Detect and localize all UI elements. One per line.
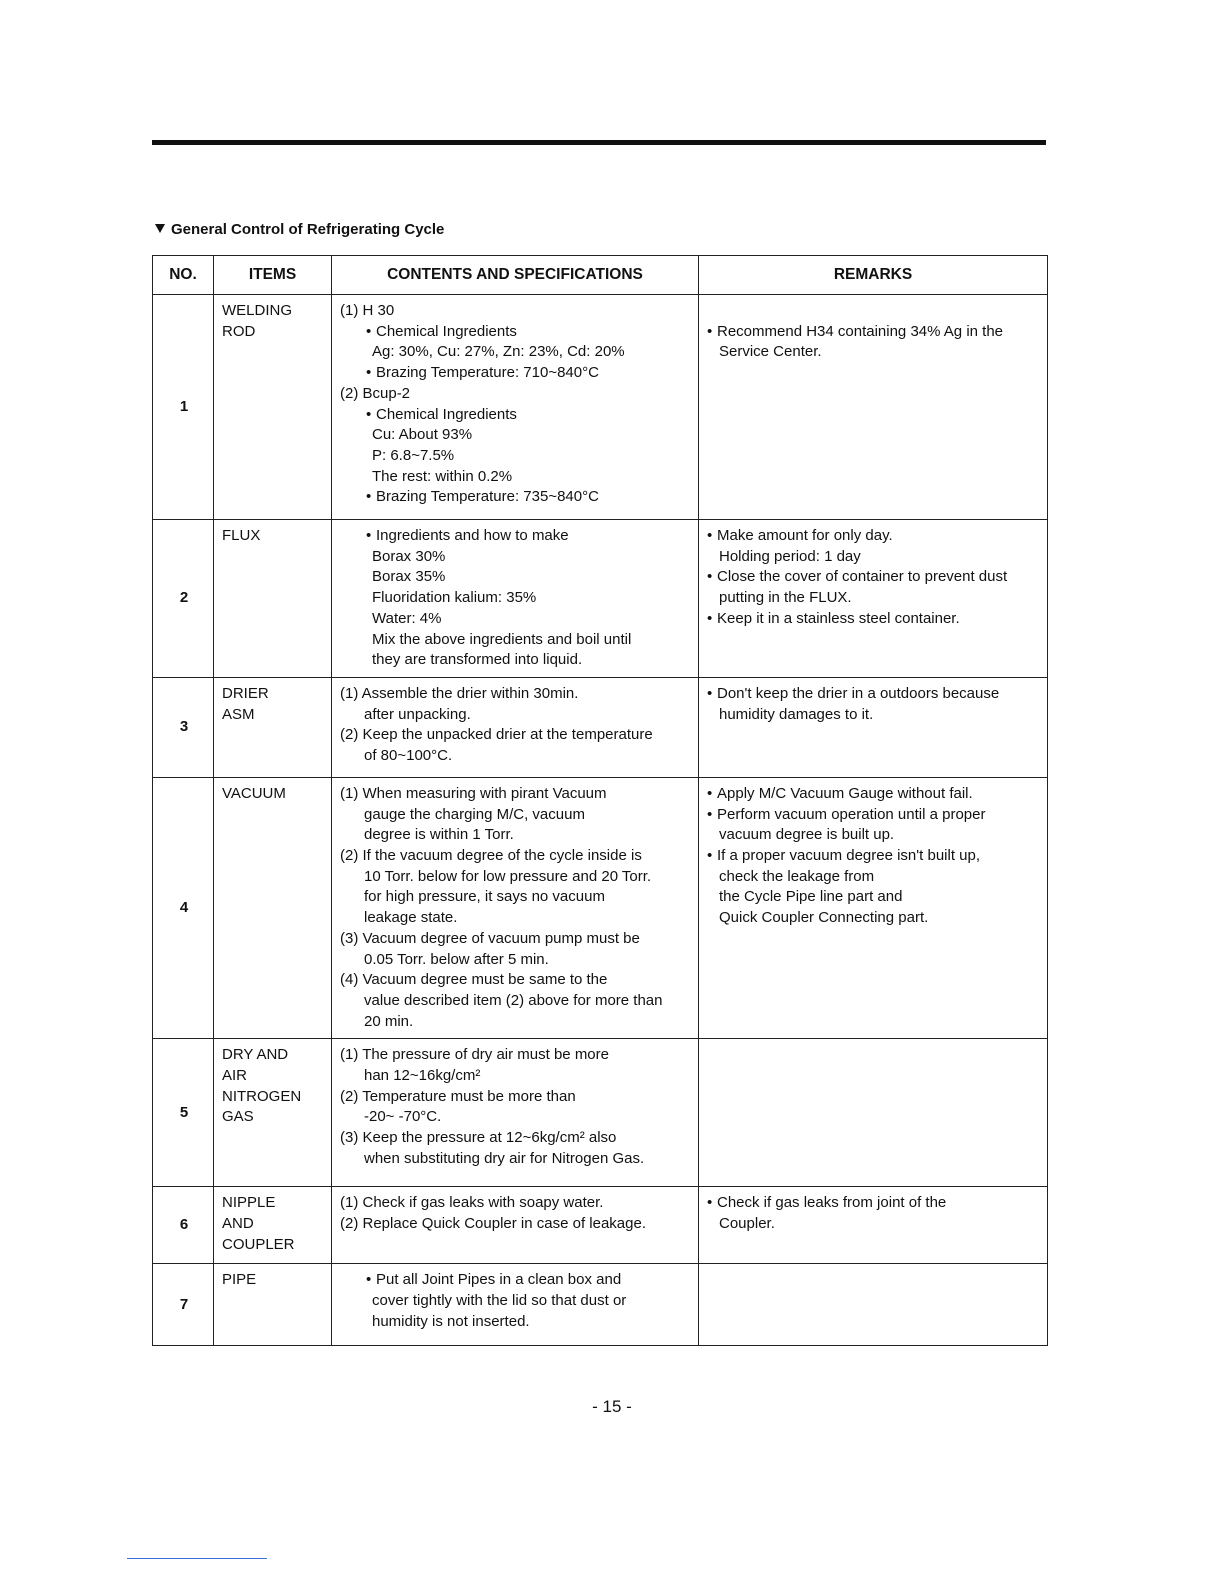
row-number: 6 (153, 1187, 214, 1264)
contents-line-text: degree is within 1 Torr. (364, 826, 514, 844)
item-line (222, 1193, 325, 1214)
contents-line (340, 887, 692, 908)
item-line-text: PIPE (222, 1271, 257, 1289)
contents-line (340, 487, 692, 508)
item-line-text: COUPLER (222, 1235, 295, 1253)
remarks-line (707, 1193, 1041, 1214)
contents-line (340, 1128, 692, 1149)
item-line-text: FLUX (222, 527, 261, 544)
remarks-line (707, 322, 1041, 343)
remarks-line (707, 526, 1041, 547)
contents-line-text: gauge the charging M/C, vacuum (364, 805, 585, 823)
row-number: 2 (153, 520, 214, 678)
contents-line-text: Chemical Ingredients (376, 405, 517, 423)
header-items: ITEMS (214, 256, 332, 295)
item-line (222, 1066, 325, 1087)
page-number: - 15 - (592, 1397, 632, 1416)
bullet-icon: • (707, 1194, 713, 1212)
contents-line (340, 1291, 692, 1312)
remarks-line (707, 846, 1041, 867)
remarks-line-text: Perform vacuum operation until a proper (717, 805, 986, 823)
table-row (153, 1264, 1048, 1346)
item-line (222, 705, 325, 726)
bullet-icon: • (366, 1271, 372, 1289)
contents-line-text: Water: 4% (372, 609, 442, 627)
bullet-icon: • (366, 364, 372, 382)
contents-line (340, 467, 692, 488)
contents-line (340, 301, 692, 322)
bullet-icon: • (366, 322, 372, 340)
remarks-line-text: humidity damages to it. (719, 705, 874, 723)
item-line (222, 526, 325, 547)
remarks-cell (699, 520, 1048, 678)
table-row (153, 295, 1048, 520)
contents-line (340, 1107, 692, 1128)
contents-line (340, 908, 692, 929)
contents-line (340, 846, 692, 867)
table-row (153, 1187, 1048, 1264)
contents-line-text: value described item (2) above for more than (364, 991, 663, 1009)
contents-line (340, 684, 692, 705)
remarks-line (707, 705, 1041, 726)
remarks-line (707, 784, 1041, 805)
remarks-line (707, 805, 1041, 826)
contents-line (340, 630, 692, 651)
contents-line-text: Brazing Temperature: 735~840°C (376, 488, 599, 506)
contents-line-text: 0.05 Torr. below after 5 min. (364, 950, 549, 968)
contents-line (340, 805, 692, 826)
item-line-text: ROD (222, 322, 256, 340)
remarks-line (707, 342, 1041, 363)
remarks-line (707, 547, 1041, 568)
item-line (222, 684, 325, 705)
contents-line-text: (2) Keep the unpacked drier at the temperature (340, 726, 653, 744)
contents-line-text: (1) Check if gas leaks with soapy water. (340, 1194, 604, 1212)
remarks-line-text: check the leakage from (719, 867, 875, 885)
table-row (153, 1039, 1048, 1187)
row-number: 5 (153, 1039, 214, 1187)
remarks-cell (699, 1264, 1048, 1346)
remarks-cell (699, 777, 1048, 1038)
table-row (153, 777, 1048, 1038)
remarks-line-text: Keep it in a stainless steel container. (717, 609, 960, 627)
contents-line-text: -20~ -70°C. (364, 1108, 442, 1126)
bullet-icon: • (707, 322, 713, 340)
remarks-line-text: Make amount for only day. (717, 527, 893, 544)
contents-line-text: Borax 35% (372, 568, 446, 586)
contents-line-text: (1) Assemble the drier within 30min. (340, 684, 579, 702)
contents-line (340, 784, 692, 805)
contents-line (340, 446, 692, 467)
remarks-line-text: Close the cover of container to prevent dust (717, 568, 1008, 586)
contents-line (340, 1193, 692, 1214)
remarks-line (707, 609, 1041, 630)
contents-line (340, 1270, 692, 1291)
contents-line (340, 991, 692, 1012)
contents-line-text: (3) Vacuum degree of vacuum pump must be (340, 929, 640, 947)
contents-line-text: Ingredients and how to make (376, 527, 569, 544)
contents-line (340, 929, 692, 950)
contents-line (340, 950, 692, 971)
item-line (222, 1214, 325, 1235)
contents-line-text: 10 Torr. below for low pressure and 20 Torr. (364, 867, 652, 885)
remarks-line-text (707, 302, 711, 319)
contents-line (340, 567, 692, 588)
contents-line (340, 970, 692, 991)
contents-line-text: (2) Temperature must be more than (340, 1087, 576, 1105)
remarks-cell (699, 1187, 1048, 1264)
contents-cell (332, 295, 699, 520)
table-header-row (153, 256, 1048, 295)
contents-line-text: Fluoridation kalium: 35% (372, 589, 537, 607)
contents-line-text: Borax 30% (372, 547, 446, 565)
bullet-icon: • (366, 488, 372, 506)
header-no: NO. (153, 256, 214, 295)
table-row (153, 520, 1048, 678)
contents-line-text: for high pressure, it says no vacuum (364, 888, 605, 906)
contents-line-text: (4) Vacuum degree must be same to the (340, 971, 608, 989)
item-line-text: AIR (222, 1067, 248, 1085)
top-rule (152, 140, 1046, 145)
contents-line-text: (2) Replace Quick Coupler in case of leakage. (340, 1215, 646, 1233)
bullet-icon: • (707, 805, 713, 823)
contents-line (340, 1214, 692, 1235)
item-cell (214, 1264, 332, 1346)
contents-line-text: cover tightly with the lid so that dust or (372, 1292, 627, 1310)
item-cell (214, 677, 332, 777)
remarks-line-text: the Cycle Pipe line part and (719, 888, 903, 906)
remarks-line (707, 908, 1041, 929)
contents-line-text: of 80~100°C. (364, 747, 453, 765)
remarks-line (707, 588, 1041, 609)
remarks-line-text: vacuum degree is built up. (719, 826, 895, 844)
section-title-text: General Control of Refrigerating Cycle (171, 221, 445, 238)
item-line (222, 1087, 325, 1108)
contents-line (340, 1087, 692, 1108)
contents-line (340, 425, 692, 446)
remarks-line (707, 301, 1041, 322)
contents-line (340, 1012, 692, 1033)
remarks-line-text: Quick Coupler Connecting part. (719, 909, 929, 927)
item-line (222, 1045, 325, 1066)
item-line-text: DRY AND (222, 1046, 289, 1064)
bullet-icon: • (366, 527, 372, 544)
contents-line-text: The rest: within 0.2% (372, 467, 513, 485)
contents-line (340, 342, 692, 363)
contents-line-text: Mix the above ingredients and boil until (372, 630, 632, 648)
item-line-text: DRIER (222, 684, 269, 702)
contents-line-text: leakage state. (364, 909, 458, 927)
contents-line-text: when substituting dry air for Nitrogen Gas. (364, 1149, 645, 1167)
contents-line (340, 363, 692, 384)
item-line (222, 301, 325, 322)
item-line (222, 1270, 325, 1291)
header-remarks: REMARKS (699, 256, 1048, 295)
spec-table (152, 255, 1048, 1346)
contents-line (340, 825, 692, 846)
contents-line (340, 405, 692, 426)
remarks-cell (699, 295, 1048, 520)
contents-cell (332, 1039, 699, 1187)
contents-line-text: humidity is not inserted. (372, 1312, 530, 1330)
bullet-icon: • (707, 784, 713, 802)
contents-cell (332, 520, 699, 678)
contents-line-text: Brazing Temperature: 710~840°C (376, 364, 599, 382)
item-cell (214, 520, 332, 678)
row-number: 3 (153, 677, 214, 777)
contents-line (340, 650, 692, 671)
item-line-text: VACUUM (222, 784, 286, 802)
item-cell (214, 1187, 332, 1264)
table-row (153, 677, 1048, 777)
triangle-down-icon (155, 224, 165, 233)
row-number: 7 (153, 1264, 214, 1346)
contents-line (340, 1045, 692, 1066)
contents-line-text: (1) H 30 (340, 302, 395, 319)
remarks-line-text: Holding period: 1 day (719, 547, 861, 565)
contents-line-text: after unpacking. (364, 705, 471, 723)
bullet-icon: • (366, 405, 372, 423)
contents-line-text: 20 min. (364, 1012, 414, 1030)
item-cell (214, 295, 332, 520)
header-contents: CONTENTS AND SPECIFICATIONS (332, 256, 699, 295)
contents-line (340, 547, 692, 568)
contents-line-text: han 12~16kg/cm² (364, 1067, 481, 1085)
contents-line (340, 609, 692, 630)
item-cell (214, 1039, 332, 1187)
remarks-line-text: Service Center. (719, 343, 822, 361)
remarks-line-text: Don't keep the drier in a outdoors because (717, 684, 1000, 702)
contents-line (340, 1312, 692, 1333)
item-line-text: NIPPLE (222, 1194, 276, 1212)
remarks-line-text: Apply M/C Vacuum Gauge without fail. (717, 784, 973, 802)
contents-line-text: (1) When measuring with pirant Vacuum (340, 784, 607, 802)
item-line-text: NITROGEN (222, 1087, 302, 1105)
item-cell (214, 777, 332, 1038)
row-number: 1 (153, 295, 214, 520)
contents-line-text: Cu: About 93% (372, 426, 473, 444)
remarks-line (707, 567, 1041, 588)
item-line-text: GAS (222, 1108, 254, 1126)
contents-line-text: (1) The pressure of dry air must be more (340, 1046, 609, 1064)
remarks-line (707, 825, 1041, 846)
item-line (222, 784, 325, 805)
item-line-text: ASM (222, 705, 255, 723)
contents-cell (332, 777, 699, 1038)
item-line (222, 1107, 325, 1128)
bullet-icon: • (707, 684, 713, 702)
footer-link-line (127, 1558, 267, 1559)
bullet-icon: • (707, 847, 713, 865)
contents-line-text: Put all Joint Pipes in a clean box and (376, 1271, 622, 1289)
contents-line-text: P: 6.8~7.5% (372, 446, 455, 464)
remarks-line (707, 867, 1041, 888)
contents-line-text: Chemical Ingredients (376, 322, 517, 340)
remarks-cell (699, 1039, 1048, 1187)
remarks-line (707, 887, 1041, 908)
contents-line-text: (2) If the vacuum degree of the cycle inside is (340, 847, 642, 865)
remarks-line-text: Check if gas leaks from joint of the (717, 1194, 947, 1212)
remarks-line (707, 684, 1041, 705)
bullet-icon: • (707, 609, 713, 627)
bullet-icon: • (707, 568, 713, 586)
contents-line (340, 384, 692, 405)
contents-line (340, 322, 692, 343)
contents-line-text: (3) Keep the pressure at 12~6kg/cm² also (340, 1129, 617, 1147)
contents-line (340, 725, 692, 746)
remarks-line-text: If a proper vacuum degree isn't built up, (717, 847, 981, 865)
table-body (153, 295, 1048, 1346)
remarks-line-text: Coupler. (719, 1215, 775, 1233)
contents-line-text: (2) Bcup-2 (340, 384, 411, 402)
remarks-cell (699, 677, 1048, 777)
bullet-icon: • (707, 527, 713, 544)
remarks-line (707, 1214, 1041, 1235)
section-title (155, 221, 444, 238)
item-line-text: AND (222, 1215, 254, 1233)
contents-line (340, 705, 692, 726)
remarks-line-text: Recommend H34 containing 34% Ag in the (717, 322, 1004, 340)
contents-line (340, 867, 692, 888)
contents-cell (332, 1264, 699, 1346)
item-line-text: WELDING (222, 302, 293, 319)
remarks-line-text: putting in the FLUX. (719, 589, 852, 607)
contents-line (340, 746, 692, 767)
contents-line-text: Ag: 30%, Cu: 27%, Zn: 23%, Cd: 20% (372, 343, 625, 361)
contents-cell (332, 1187, 699, 1264)
item-line (222, 322, 325, 343)
row-number: 4 (153, 777, 214, 1038)
contents-line (340, 1149, 692, 1170)
item-line (222, 1235, 325, 1256)
contents-line (340, 588, 692, 609)
contents-line (340, 526, 692, 547)
contents-line-text: they are transformed into liquid. (372, 651, 583, 669)
contents-cell (332, 677, 699, 777)
contents-line (340, 1066, 692, 1087)
